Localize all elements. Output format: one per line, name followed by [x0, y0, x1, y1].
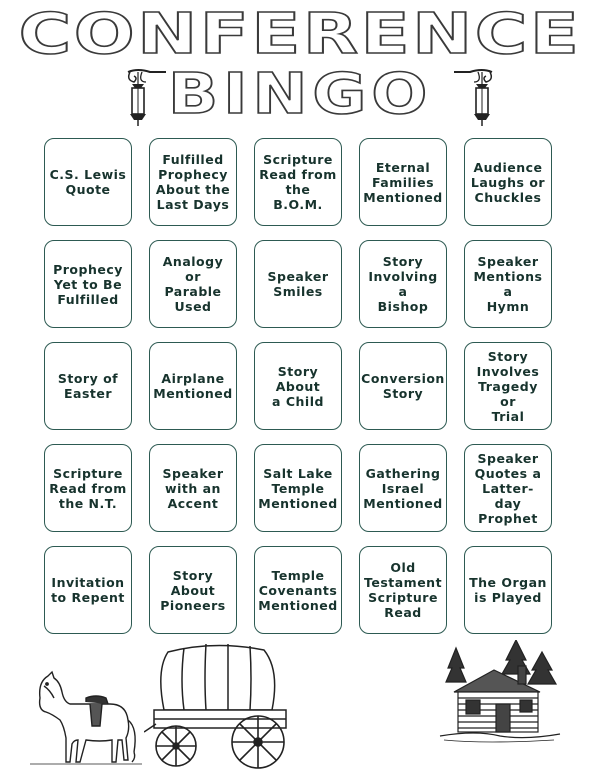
bingo-square [464, 444, 552, 532]
bingo-square [149, 138, 237, 226]
covered-wagon-icon [144, 640, 294, 770]
hanging-lantern-icon [124, 66, 170, 132]
bingo-square [149, 546, 237, 634]
saddled-horse-icon [30, 668, 142, 768]
bingo-square [44, 546, 132, 634]
bingo-square-label: Speaker Quotes a Latter-day Prophet [474, 450, 542, 526]
bingo-square [44, 342, 132, 430]
bingo-square [149, 240, 237, 328]
bingo-grid [44, 138, 552, 634]
bingo-square-label: Story of Easter [57, 371, 119, 401]
bingo-square-label: The Organ is Played [469, 575, 547, 605]
bingo-square-label: Analogy or Parable Used [162, 254, 224, 314]
bingo-square [254, 342, 342, 430]
bingo-square-label: Old Testament Scripture Read [363, 560, 443, 620]
log-cabin-icon [436, 640, 564, 750]
bingo-square [464, 138, 552, 226]
bingo-square-label: Prophecy Yet to Be Fulfilled [53, 261, 123, 307]
bingo-square-label: Speaker with an Accent [162, 465, 224, 511]
bingo-square [359, 546, 447, 634]
bingo-square-label: Eternal Families Mentioned [363, 159, 443, 205]
bingo-square [359, 444, 447, 532]
hanging-lantern-icon [450, 66, 496, 132]
bingo-square-label: Invitation to Repent [51, 575, 125, 605]
bingo-square [44, 138, 132, 226]
bingo-square [254, 444, 342, 532]
bingo-square-label: Story About Pioneers [160, 567, 226, 613]
bingo-square-label: Airplane Mentioned [153, 371, 233, 401]
bingo-square [464, 342, 552, 430]
bingo-square-label: Scripture Read from the N.T. [49, 465, 127, 511]
bingo-square [44, 240, 132, 328]
bingo-square [149, 444, 237, 532]
bingo-square-label: Audience Laughs or Chuckles [470, 159, 546, 205]
page-title: CONFERENCE [18, 2, 582, 67]
bingo-square [254, 240, 342, 328]
bingo-square-label: Story Involving a Bishop [368, 254, 438, 314]
bingo-square-label: Story Involves Tragedy or Trial [476, 348, 540, 424]
bingo-square-label: Scripture Read from the B.O.M. [259, 152, 337, 212]
bingo-square [254, 546, 342, 634]
bingo-square-label: Speaker Smiles [267, 269, 329, 299]
bingo-square-label: C.S. Lewis Quote [49, 167, 127, 197]
bingo-square-label: Gathering Israel Mentioned [363, 465, 443, 511]
bingo-square-label: Speaker Mentions a Hymn [473, 254, 543, 314]
bingo-square-label: Salt Lake Temple Mentioned [258, 465, 338, 511]
bingo-square [254, 138, 342, 226]
bingo-square [149, 342, 237, 430]
bingo-square [359, 138, 447, 226]
bingo-square-label: Fulfilled Prophecy About the Last Days [155, 152, 231, 212]
bingo-square [464, 546, 552, 634]
bingo-square [464, 240, 552, 328]
bingo-square-label: Story About a Child [272, 363, 324, 409]
page-subtitle: BINGO [167, 62, 433, 127]
bingo-square [44, 444, 132, 532]
bingo-square-label: Conversion Story [361, 371, 445, 401]
bingo-square [359, 240, 447, 328]
bingo-square [359, 342, 447, 430]
bingo-square-label: Temple Covenants Mentioned [258, 567, 338, 613]
